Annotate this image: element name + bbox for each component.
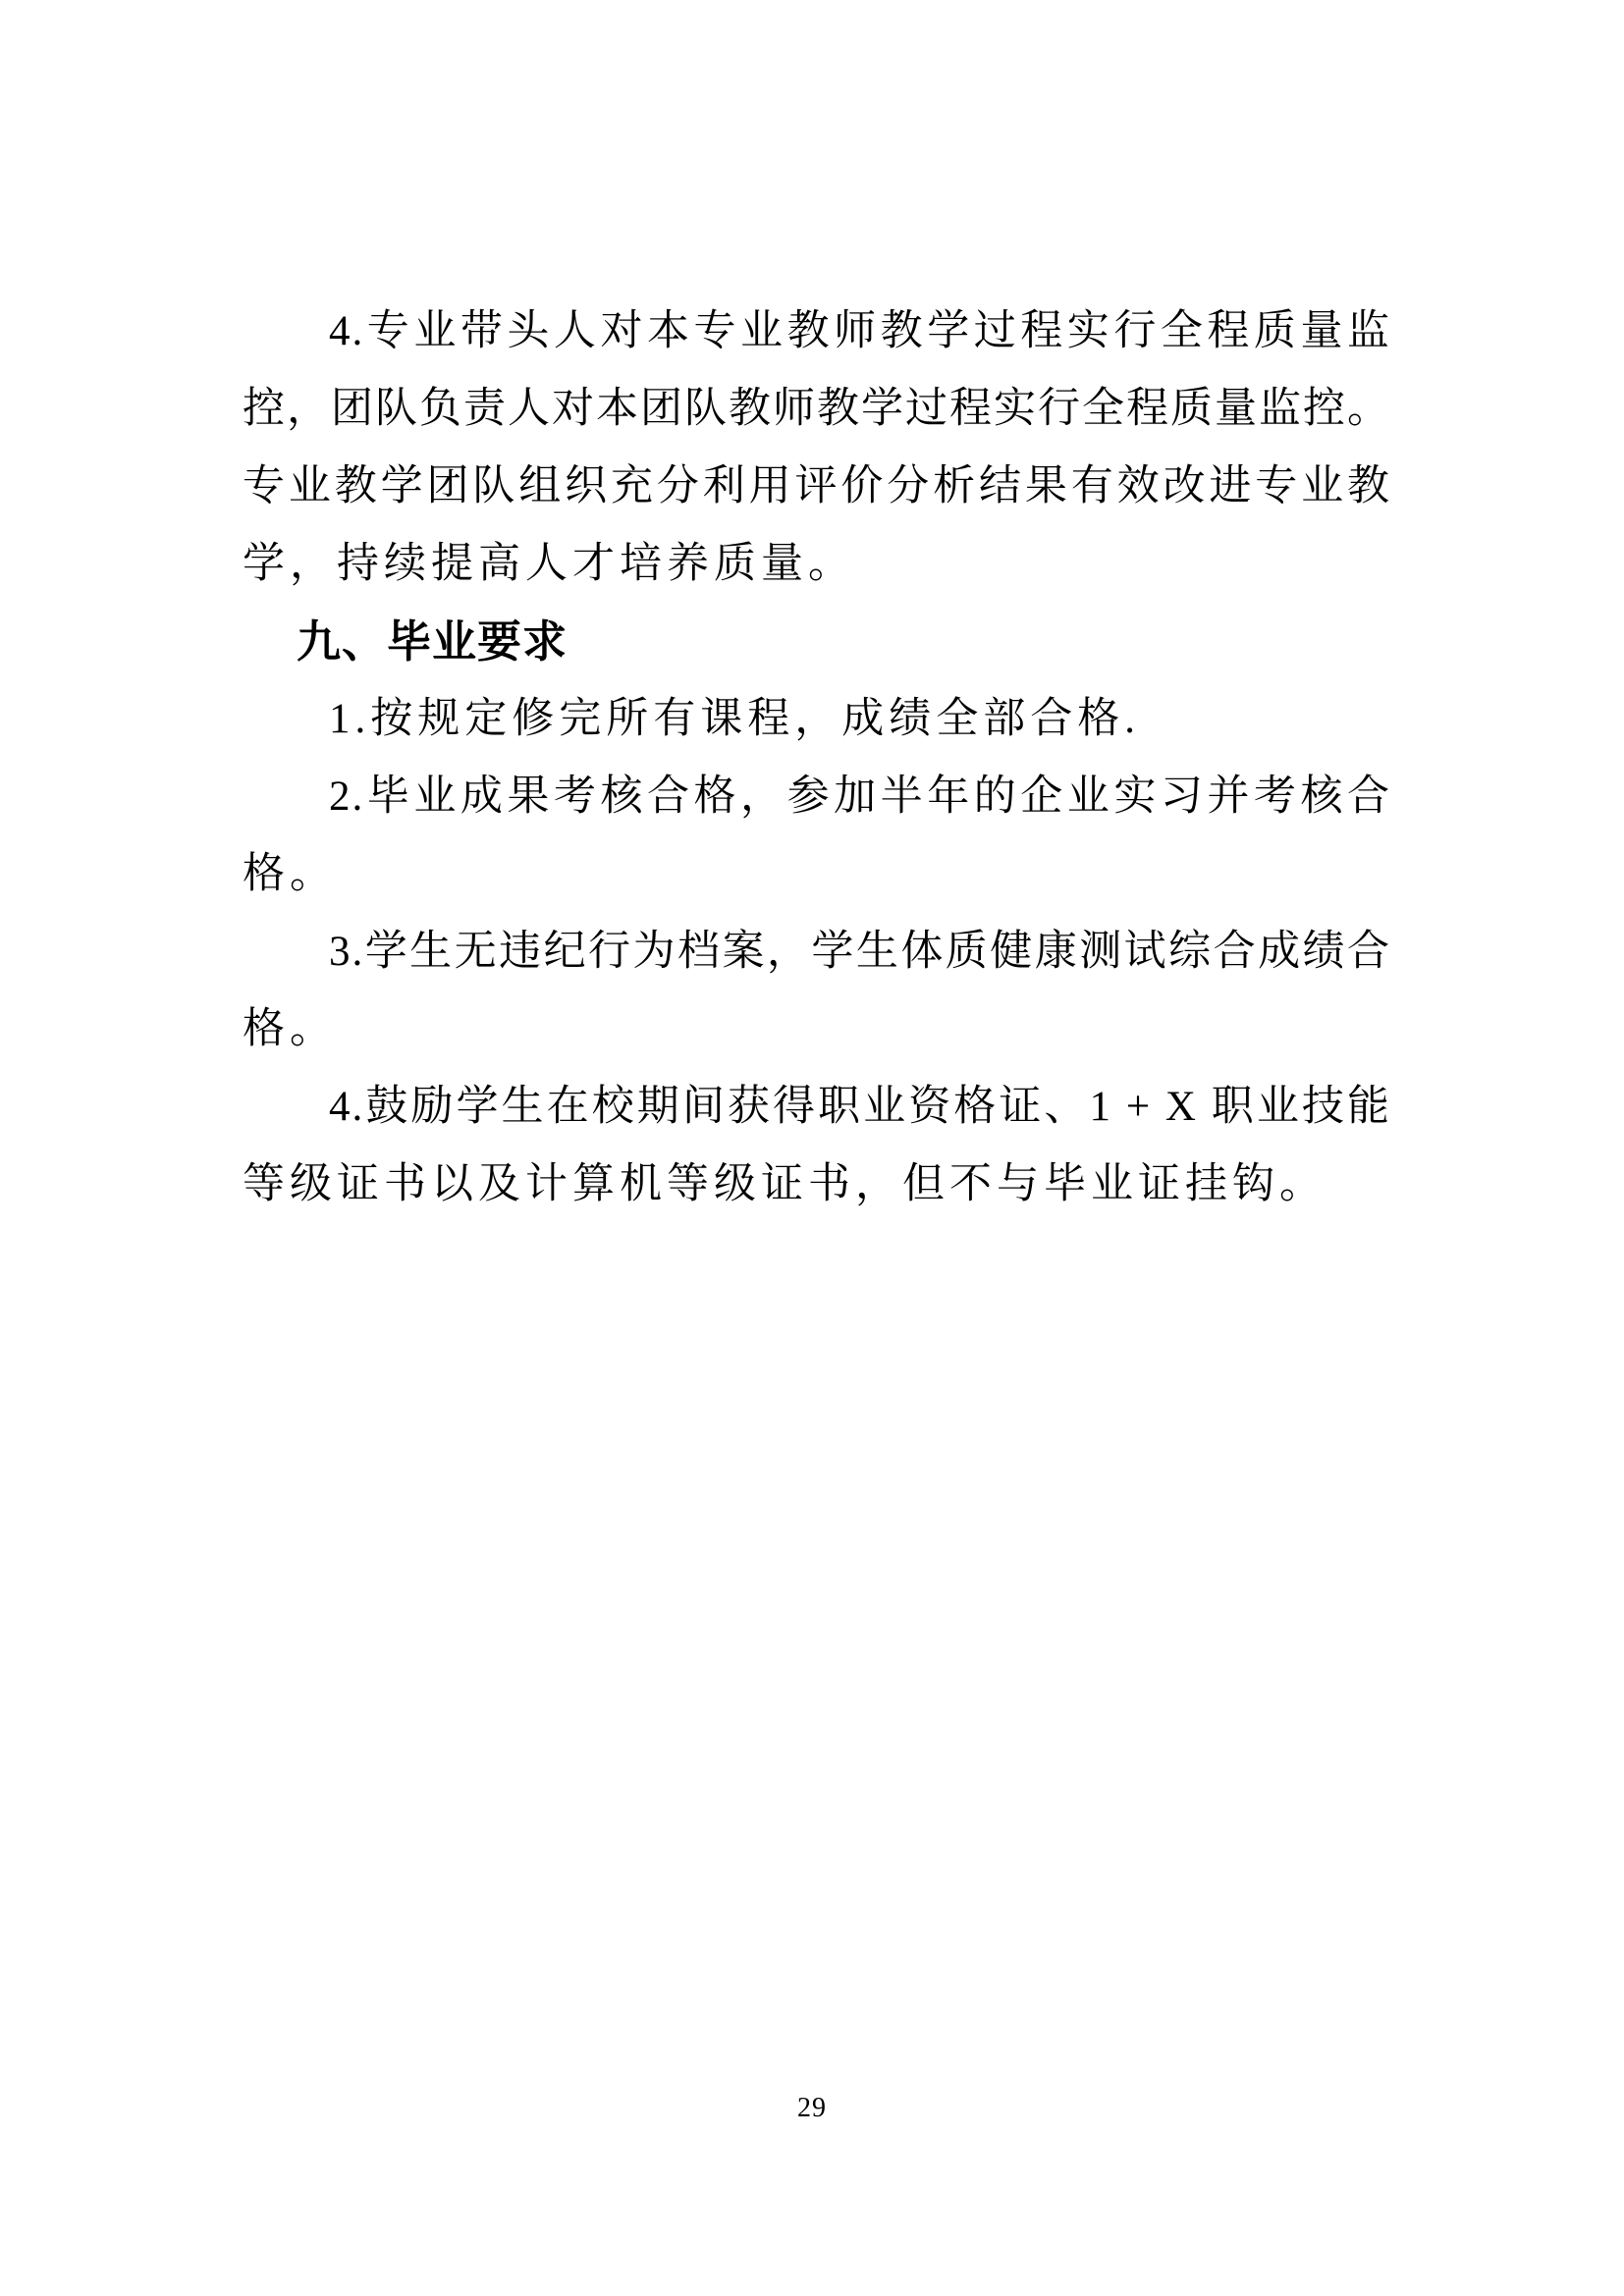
graduation-item-3-line-1: 3.学生无违纪行为档案，学生体质健康测试综合成绩合	[329, 929, 1391, 975]
section-heading-graduation-requirements: 九、毕业要求	[297, 616, 568, 667]
paragraph-supervision-line-1: 4.专业带头人对本专业教师教学过程实行全程质量监	[329, 308, 1391, 354]
graduation-item-2-line-2: 格。	[243, 851, 337, 897]
paragraph-supervision-line-2: 控，团队负责人对本团队教师教学过程实行全程质量监控。	[243, 386, 1391, 432]
paragraph-supervision-line-4: 学，持续提高人才培养质量。	[243, 541, 855, 587]
graduation-item-4-line-2: 等级证书以及计算机等级证书，但不与毕业证挂钩。	[243, 1161, 1326, 1207]
graduation-item-4-line-1: 4.鼓励学生在校期间获得职业资格证、1 + X 职业技能	[329, 1084, 1391, 1130]
page-number: 29	[797, 2093, 827, 2123]
document-body-text	[243, 293, 1391, 1223]
graduation-item-1-line-1: 1.按规定修完所有课程，成绩全部合格.	[329, 696, 1140, 742]
paragraph-supervision-line-3: 专业教学团队组织充分利用评价分析结果有效改进专业教	[243, 463, 1391, 509]
graduation-item-2-line-1: 2.毕业成果考核合格，参加半年的企业实习并考核合	[329, 774, 1391, 820]
graduation-item-3-line-2: 格。	[243, 1006, 337, 1052]
